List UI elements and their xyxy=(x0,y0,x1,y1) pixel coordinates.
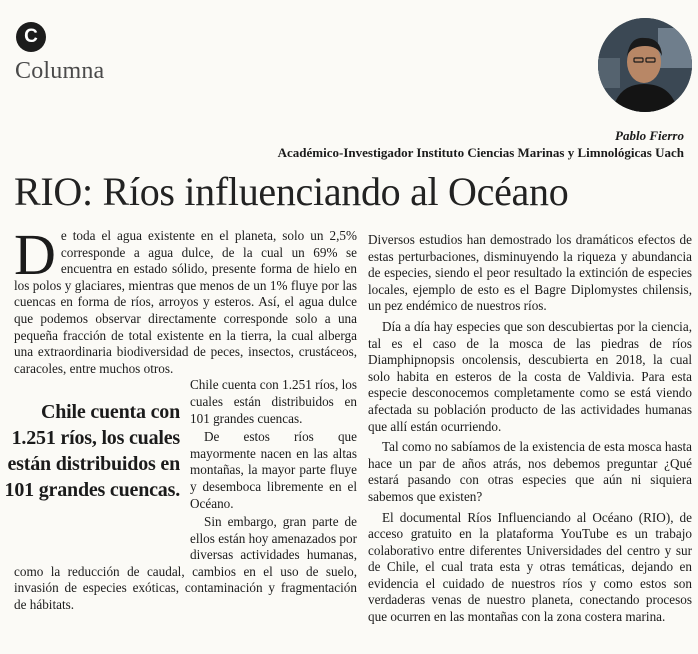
right-paragraph-4: El documental Ríos Influenciando al Océano (RIO), de acceso gratuito en la plataforma YouTube es un trabajo colaborativo entre diferentes Universidades del centro y sur de Chile, el cual trata esta y otras temáticas, dejando en evidencia el cuidado de nuestros ríos y como estos son verdaderas venas de nuestro planeta, conectando procesos que ocurren en las montañas con la zona costera marina. xyxy=(368,509,692,625)
author-name: Pablo Fierro xyxy=(615,128,684,143)
author-role: Académico-Investigador Instituto Ciencias Marinas y Limnológicas Uach xyxy=(277,145,684,160)
article-title: RIO: Ríos influenciando al Océano xyxy=(14,169,569,214)
right-paragraph-2: Día a día hay especies que son descubiertas por la ciencia, tal es el caso de la mosca de las piedras de ríos Diamphipnopsis oncolensis, descubierta en 2018, la cual solo habita en esteros de la costa de Valdivia. Para esta especie desconocemos completamente como se está viendo afectada su población producto de las actividades humanas que allí están ocurriendo. xyxy=(368,318,692,434)
section-label: Columna xyxy=(15,58,105,84)
left-paragraph-1-text: e toda el agua existente en el planeta, solo un 2,5% corresponde a agua dulce, de la cual un 69% se encuentra en estado sólido, presente forma de hielo en los polos y glaciares, mientras que menos de un 1% fluye por las cuencas en forma de ríos, arroyos y esteros. Así, el agua dulce que podemos observar directamente corresponde solo a una pequeña fracción de total existente en la tierra, la cual alberga una extraordinaria biodiversidad de peces, insectos, crustáceos, caracoles, entre muchos otros. xyxy=(14,228,357,376)
left-paragraph-3: De estos ríos que mayormente nacen en las altas montañas, la mayor parte fluye y desemboca libremente en el Océano. xyxy=(190,429,357,511)
right-column xyxy=(368,232,692,626)
section-badge: C xyxy=(16,22,46,52)
pullquote xyxy=(0,381,180,563)
right-paragraph-3: Tal como no sabíamos de la existencia de esta mosca hasta hace un par de años atrás, nos debemos preguntar ¿Qué estará pasando con otras especies que aún ni siquiera sabemos que existen? xyxy=(368,439,692,504)
left-paragraph-4: Sin embargo, gran parte de ellos están hoy amenazados por diversas actividades humanas, como la reducción de caudal, cambios en el uso de suelo, invasión de especies exóticas, contaminación y fragmentación de hábitats. xyxy=(14,514,357,613)
left-paragraph-2: Chile cuenta con 1.251 ríos, los cuales están distribuidos en 101 grandes cuencas. xyxy=(190,377,357,426)
pullquote-text: Chile cuenta con 1.251 ríos, los cuales están distribuidos en 101 grandes cuencas. xyxy=(4,401,180,502)
left-column xyxy=(4,222,357,614)
drop-cap: D xyxy=(14,222,56,287)
left-paragraph-1 xyxy=(14,222,357,377)
right-paragraph-1: Diversos estudios han demostrado los dramáticos efectos de estas perturbaciones, disminuyendo la riqueza y abundancia de especies, siendo el peor resultado la extinción de especies locales, ejemplo de esto es el Bagre Diplomystes chilensis, un pez endémico de nuestros ríos. xyxy=(368,232,692,314)
author-photo xyxy=(598,18,692,112)
